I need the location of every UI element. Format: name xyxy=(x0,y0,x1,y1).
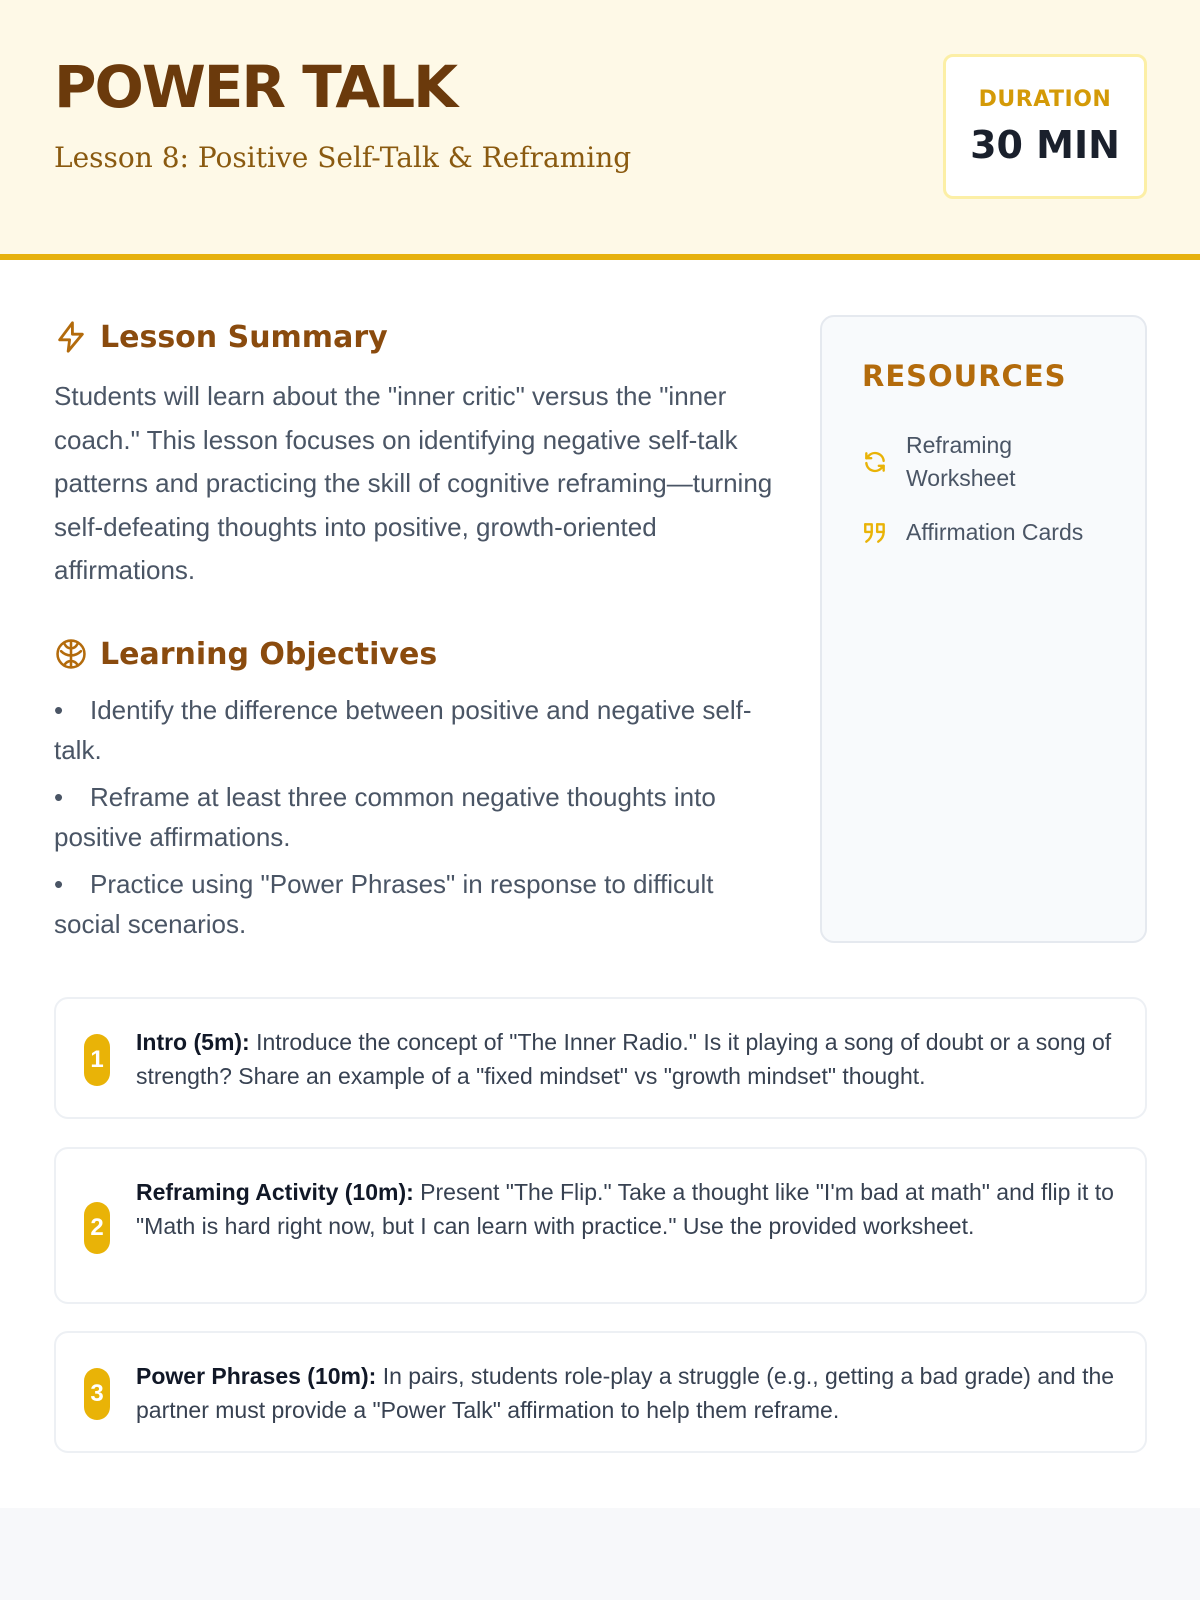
refresh-icon xyxy=(862,449,888,475)
resources-panel xyxy=(820,315,1147,943)
list-item xyxy=(54,690,784,770)
objective-text: Reframe at least three common negative thoughts into positive affirmations. xyxy=(54,782,716,852)
step-title: Power Phrases (10m): xyxy=(136,1363,377,1389)
lesson-header xyxy=(0,0,1200,260)
resource-label: Affirmation Cards xyxy=(906,519,1084,545)
summary-heading xyxy=(54,317,388,357)
duration-label: DURATION xyxy=(978,87,1112,112)
step-number-badge: 3 xyxy=(84,1368,110,1420)
resource-item-worksheet[interactable] xyxy=(862,429,1056,495)
objectives-heading xyxy=(54,634,437,674)
brain-icon xyxy=(54,637,88,671)
bullet: • xyxy=(54,869,64,899)
summary-heading-label: Lesson Summary xyxy=(100,319,388,355)
step-card-3 xyxy=(54,1331,1147,1453)
resources-heading: RESOURCES xyxy=(862,359,1067,393)
page-title: POWER TALK xyxy=(54,53,457,121)
list-item xyxy=(54,777,784,857)
bullet: • xyxy=(54,695,64,725)
step-text xyxy=(136,1360,1115,1427)
list-item xyxy=(54,864,784,944)
quote-icon xyxy=(862,520,888,546)
step-title: Intro (5m): xyxy=(136,1029,250,1055)
objective-text: Practice using "Power Phrases" in response to difficult social scenarios. xyxy=(54,869,714,939)
step-number-badge: 2 xyxy=(84,1202,110,1254)
lightning-icon xyxy=(54,320,88,354)
objectives-heading-label: Learning Objectives xyxy=(100,636,438,672)
step-description: Present "The Flip." Take a thought like "I'm bad at math" and flip it to "Math is hard right now, but I can learn with practice." Use the provided worksheet. xyxy=(136,1179,1114,1239)
summary-text: Students will learn about the "inner critic" versus the "inner coach." This lesson focuses on identifying negative self-talk patterns and practicing the skill of cognitive reframing—turning self-defeating thoughts into positive, growth-oriented affirmations. xyxy=(54,381,773,585)
bullet: • xyxy=(54,782,64,812)
resource-item-cards[interactable] xyxy=(862,516,1083,549)
step-description: Introduce the concept of "The Inner Radio." Is it playing a song of doubt or a song of strength? Share an example of a "fixed mindset" vs "growth mindset" thought. xyxy=(136,1029,1112,1089)
step-title: Reframing Activity (10m): xyxy=(136,1179,414,1205)
resource-label: Reframing Worksheet xyxy=(906,432,1016,491)
objective-text: Identify the difference between positive and negative self-talk. xyxy=(54,695,752,765)
step-text xyxy=(136,1026,1115,1093)
step-card-2 xyxy=(54,1147,1147,1304)
lesson-subtitle: Lesson 8: Positive Self-Talk & Reframing xyxy=(54,141,632,174)
step-description: In pairs, students role-play a struggle (e.g., getting a bad grade) and the partner must provide a "Power Talk" affirmation to help them reframe. xyxy=(136,1363,1115,1423)
duration-card xyxy=(943,54,1147,199)
page-footer xyxy=(0,1508,1200,1600)
objectives-list xyxy=(54,690,784,951)
duration-value: 30 MIN xyxy=(970,123,1120,167)
step-card-1 xyxy=(54,997,1147,1119)
step-text xyxy=(136,1176,1115,1243)
step-number-badge: 1 xyxy=(84,1034,110,1086)
